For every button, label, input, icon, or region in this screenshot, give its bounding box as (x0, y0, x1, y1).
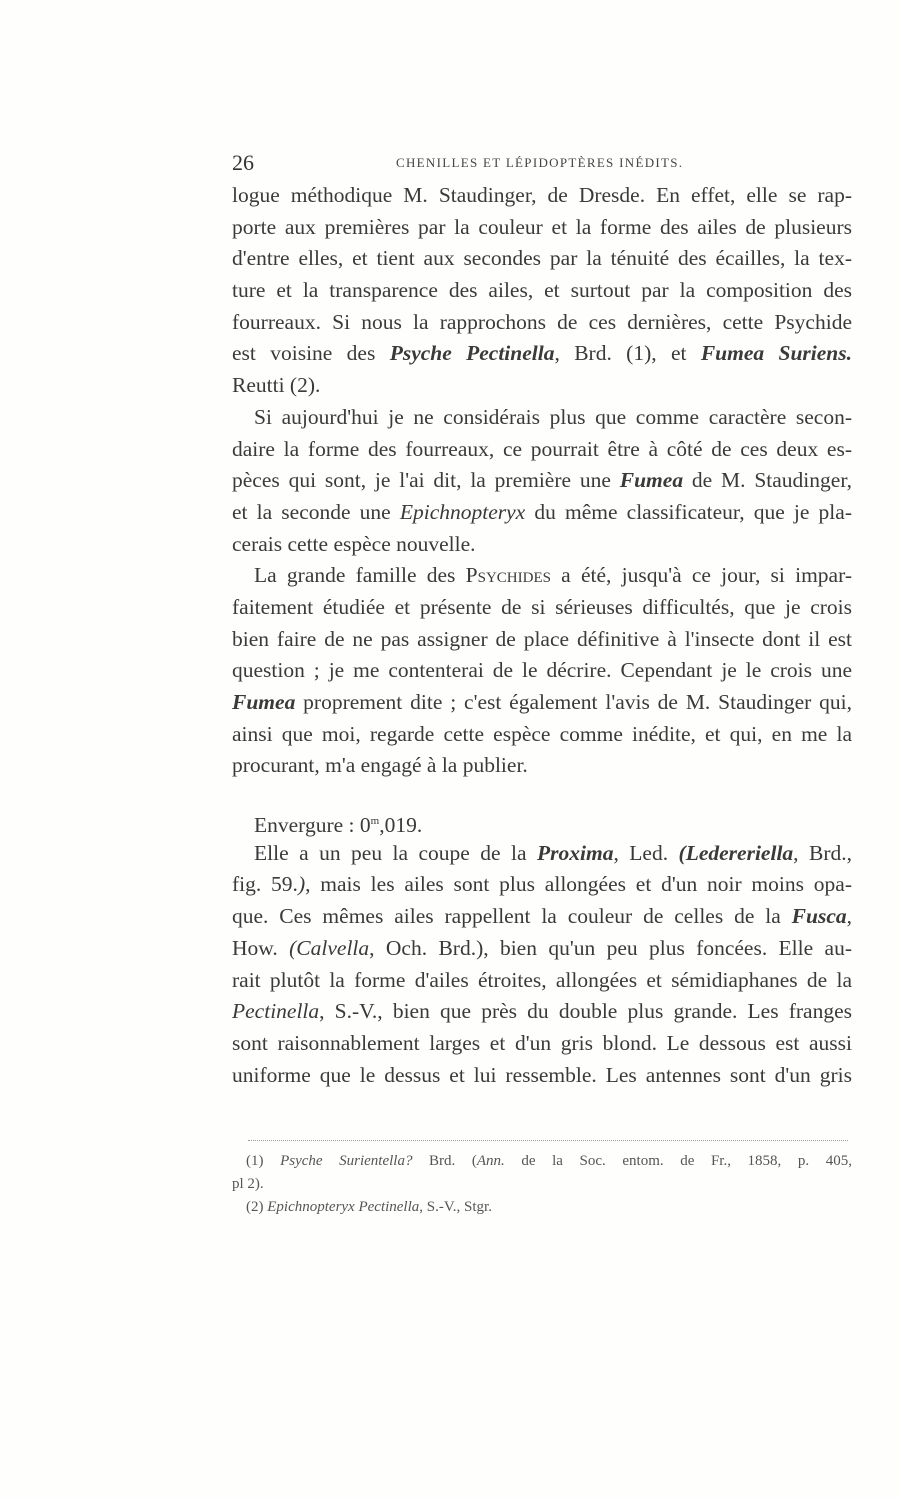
text-line: daire la forme des fourreaux, ce pourrait être à côté de ces deux es- (232, 436, 852, 461)
footnote-divider (248, 1140, 848, 1141)
text-line: ainsi que moi, regarde cette espèce comme inédite, et qui, en me la (232, 721, 852, 746)
text-line: Si aujourd'hui je ne considérais plus que comme caractère secon- (254, 404, 852, 429)
genus-name: Fumea (619, 468, 684, 493)
running-title: CHENILLES ET LÉPIDOPTÈRES INÉDITS. (396, 155, 684, 170)
text-line: procurant, m'a engagé à la publier. (232, 753, 528, 778)
text-line: cerais cette espèce nouvelle. (232, 531, 476, 556)
text-line: sont raisonnablement larges et d'un gris blond. Le dessous est aussi (232, 1030, 852, 1055)
text-line: How. (Calvella, Och. Brd.), bien qu'un peu plus foncées. Elle au- (232, 935, 852, 960)
species-name: Pectinella (232, 999, 320, 1024)
genus-name: Fumea (232, 690, 296, 714)
page-header (232, 150, 852, 176)
text-line: uniforme que le dessus et lui ressemble. Les antennes sont d'un gris (232, 1062, 852, 1087)
text-line: question ; je me contenterai de le décrire. Cependant je le crois une (232, 658, 852, 683)
text-line: fourreaux. Si nous la rapprochons de ces dernières, cette Psychide (232, 309, 852, 334)
text-line: ture et la transparence des ailes, et surtout par la composition des (232, 278, 852, 303)
species-name: Proxima (537, 840, 614, 865)
text-line: Pectinella, S.-V., bien que près du double plus grande. Les franges (232, 999, 852, 1024)
text-line: fig. 59.), mais les ailes sont plus allongées et d'un noir moins opa- (232, 872, 852, 897)
text-line: pèces qui sont, je l'ai dit, la première une Fumea de M. Staudinger, (232, 468, 852, 493)
genus-name: Epichnopteryx (399, 499, 526, 524)
page-number: 26 (232, 150, 254, 175)
species-name: Psyche Pectinella (389, 341, 555, 366)
text-line: d'entre elles, et tient aux secondes par la ténuité des écailles, la tex- (232, 246, 852, 271)
text-line: Elle a un peu la coupe de la Proxima, Led. (Ledereriella, Brd., (254, 840, 852, 865)
text-line: rait plutôt la forme d'ailes étroites, allongées et sémidiaphanes de la (232, 967, 852, 992)
wingspan-line: Envergure : 0$^m$,019. (254, 813, 423, 838)
species-name: (Calvella (289, 935, 370, 960)
species-name: Fumea Suriens. (700, 341, 852, 366)
text-line: faitement étudiée et présente de si sérieuses difficultés, que je crois (232, 594, 852, 619)
species-name: Fusca (791, 904, 847, 929)
footnote-1: (1) Psyche Surientella? Brd. (Ann. de la Soc. entom. de Fr., 1858, p. 405, (246, 1153, 852, 1169)
footnote-2: (2) Epichnopteryx Pectinella, S.-V., Stgr. (246, 1199, 492, 1215)
text-line: logue méthodique M. Staudinger, de Dresde. En effet, elle se rap- (232, 183, 852, 207)
footnotes (232, 1150, 852, 1219)
text-line: La grande famille des Psychides a été, jusqu'à ce jour, si impar- (254, 563, 852, 588)
text-line: et la seconde une Epichnopteryx du même classificateur, que je pla- (232, 499, 852, 524)
text-line: porte aux premières par la couleur et la forme des ailes de plusieurs (232, 214, 852, 239)
text-line: Reutti (2). (232, 373, 321, 398)
body-text (232, 180, 852, 1091)
text-line: que. Ces mêmes ailes rappellent la couleur de celles de la Fusca, (232, 904, 852, 929)
footnote-1-cont: pl 2). (232, 1176, 264, 1192)
text-line: est voisine des Psyche Pectinella, Brd. (1), et Fumea Suriens. (232, 341, 852, 366)
text-line: Fumea proprement dite ; c'est également l'avis de M. Staudinger qui, (232, 690, 852, 714)
text-line: bien faire de ne pas assigner de place définitive à l'insecte dont il est (232, 626, 852, 651)
species-name: (Ledereriella (678, 840, 794, 865)
family-name: Psychides (465, 563, 551, 588)
